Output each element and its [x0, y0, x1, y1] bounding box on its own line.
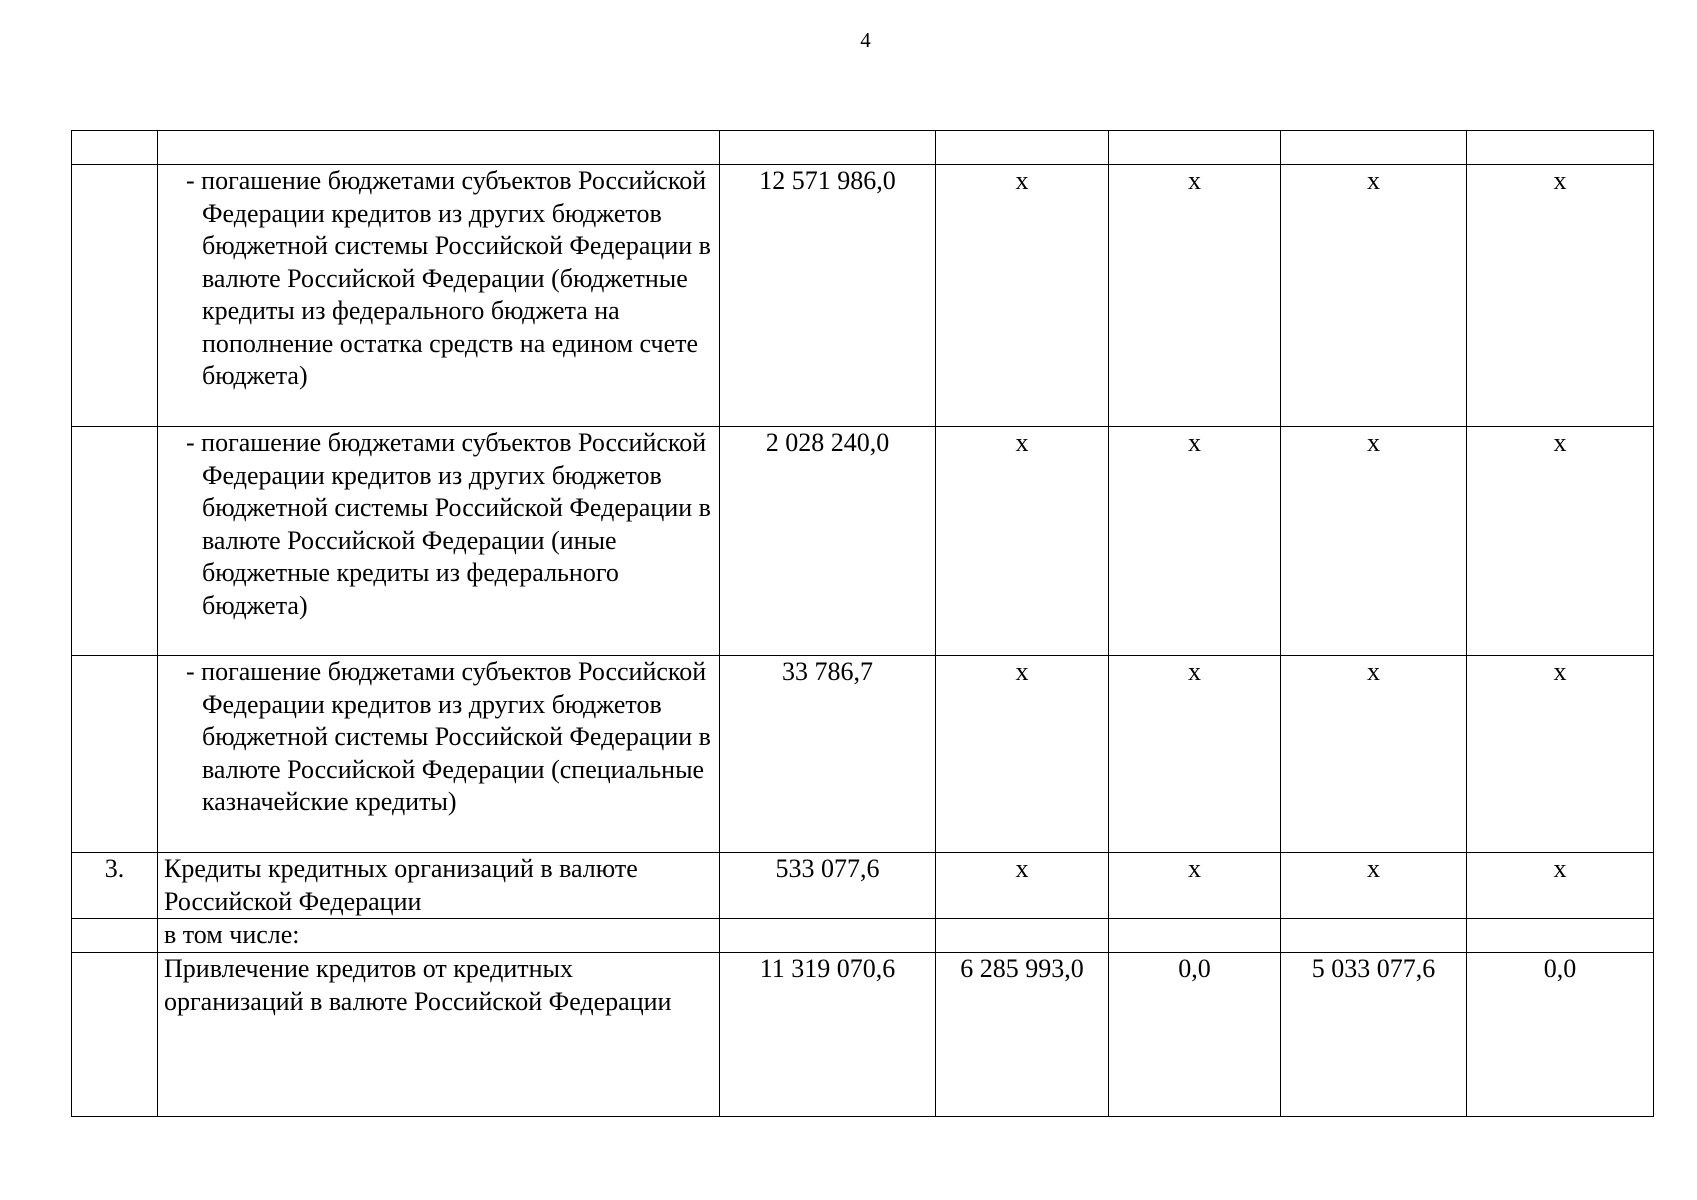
value-cell: 533 077,6 — [720, 853, 936, 919]
value-cell: х — [1467, 656, 1654, 853]
value-cell — [1467, 919, 1654, 953]
row-index — [72, 919, 158, 953]
value-cell: х — [1281, 427, 1467, 656]
value-cell: х — [1281, 165, 1467, 427]
row-description: Привлечение кредитов от кредитных организаций в валюте Российской Федерации — [158, 953, 720, 1117]
header-cell — [1281, 131, 1467, 165]
header-cell — [720, 131, 936, 165]
row-index: 3. — [72, 853, 158, 919]
value-cell: 33 786,7 — [720, 656, 936, 853]
row-description-text: - погашение бюджетами субъектов Российской Федерации кредитов из других бюджетов бюджетной системы Российской Федерации в валюте Российской Федерации (иные бюджетные кредиты из федерального бюджета) — [186, 428, 711, 620]
table-header-row — [72, 131, 1654, 165]
row-description-text: - погашение бюджетами субъектов Российской Федерации кредитов из других бюджетов бюджетной системы Российской Федерации в валюте Российской Федерации (специальные казначейские кредиты) — [186, 657, 711, 816]
value-cell: 2 028 240,0 — [720, 427, 936, 656]
value-cell: х — [1109, 853, 1281, 919]
header-cell — [158, 131, 720, 165]
header-cell — [936, 131, 1109, 165]
value-cell: х — [1281, 853, 1467, 919]
header-cell — [1467, 131, 1654, 165]
value-cell — [1109, 919, 1281, 953]
budget-table — [71, 130, 1654, 1117]
value-cell: 5 033 077,6 — [1281, 953, 1467, 1117]
value-cell: 6 285 993,0 — [936, 953, 1109, 1117]
value-cell: х — [936, 656, 1109, 853]
row-description — [158, 656, 720, 853]
row-description-text: - погашение бюджетами субъектов Российской Федерации кредитов из других бюджетов бюджетной системы Российской Федерации в валюте Российской Федерации (бюджетные кредиты из федерального бюджета на пополнение остатка средств на едином счете бюджета) — [186, 166, 711, 390]
table-row — [72, 853, 1654, 919]
value-cell: х — [1467, 853, 1654, 919]
table-row — [72, 953, 1654, 1117]
row-index — [72, 656, 158, 853]
value-cell: 0,0 — [1109, 953, 1281, 1117]
value-cell: х — [1467, 427, 1654, 656]
value-cell: 12 571 986,0 — [720, 165, 936, 427]
row-description — [158, 165, 720, 427]
value-cell — [720, 919, 936, 953]
value-cell: х — [1109, 427, 1281, 656]
page-number: 4 — [860, 28, 871, 52]
value-cell: х — [1109, 656, 1281, 853]
value-cell: 11 319 070,6 — [720, 953, 936, 1117]
value-cell: х — [1109, 165, 1281, 427]
row-description — [158, 427, 720, 656]
value-cell — [936, 919, 1109, 953]
row-index — [72, 427, 158, 656]
header-cell — [72, 131, 158, 165]
value-cell: х — [936, 853, 1109, 919]
header-cell — [1109, 131, 1281, 165]
table-row — [72, 656, 1654, 853]
value-cell: х — [936, 165, 1109, 427]
table-row — [72, 165, 1654, 427]
table-row — [72, 919, 1654, 953]
value-cell — [1281, 919, 1467, 953]
value-cell: 0,0 — [1467, 953, 1654, 1117]
row-description: в том числе: — [158, 919, 720, 953]
row-index — [72, 165, 158, 427]
value-cell: х — [1467, 165, 1654, 427]
row-index — [72, 953, 158, 1117]
row-description: Кредиты кредитных организаций в валюте Российской Федерации — [158, 853, 720, 919]
table-row — [72, 427, 1654, 656]
value-cell: х — [936, 427, 1109, 656]
value-cell: х — [1281, 656, 1467, 853]
